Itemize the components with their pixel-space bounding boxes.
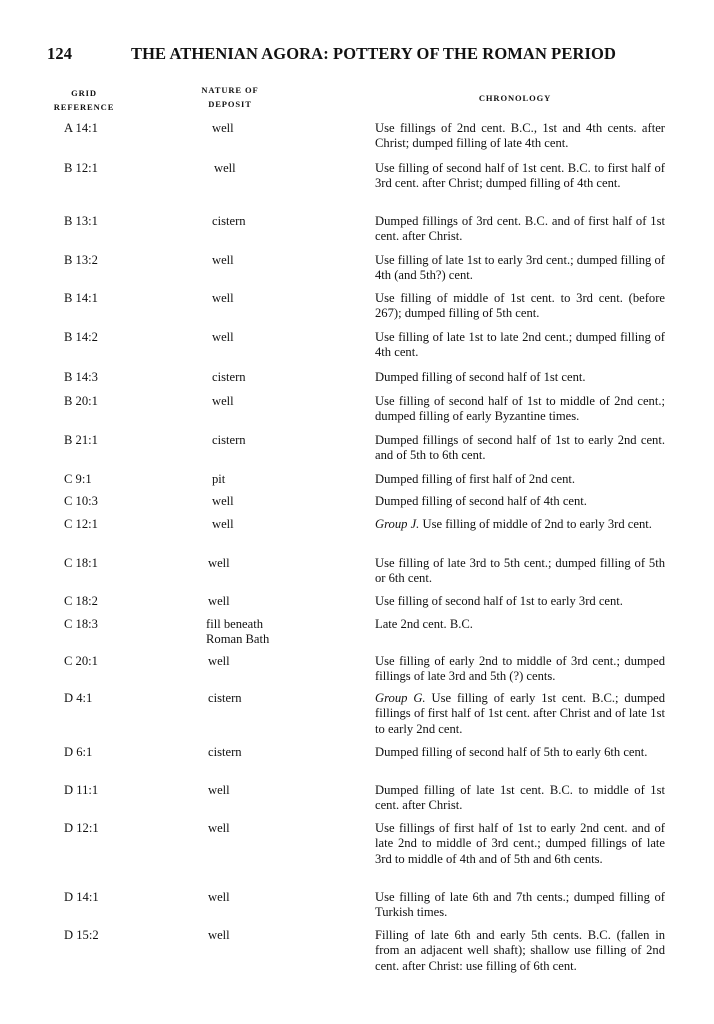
deposit-nature: well — [212, 494, 234, 508]
deposit-nature: cistern — [208, 691, 242, 705]
chronology-text: Dumped filling of second half of 5th to early 6th cent. — [375, 745, 648, 759]
deposit-nature: cistern — [212, 433, 246, 447]
column-header-grid-reference — [48, 86, 120, 114]
deposit-nature: well — [212, 121, 234, 135]
chronology-text: Use filling of second half of 1st to early 3rd cent. — [375, 594, 623, 608]
chronology-text: Use filling of late 3rd to 5th cent.; dumped filling of 5th or 6th cent. — [375, 556, 665, 586]
chronology-text: Use filling of late 1st to late 2nd cent.; dumped filling of 4th cent. — [375, 330, 665, 360]
chronology-text: Dumped fillings of 3rd cent. B.C. and of first half of 1st cent. after Christ. — [375, 214, 665, 244]
chronology-text: Use filling of late 6th and 7th cents.; dumped filling of Turkish times. — [375, 890, 665, 920]
page-number: 124 — [47, 44, 73, 63]
deposit-nature: well — [208, 654, 230, 668]
chronology-text — [375, 691, 665, 737]
grid-reference: C 12:1 — [64, 517, 98, 531]
deposit-nature: well — [208, 928, 230, 942]
deposit-nature: well — [212, 253, 234, 267]
grid-reference: C 9:1 — [64, 472, 92, 486]
deposit-nature: well — [208, 556, 230, 570]
grid-reference: B 20:1 — [64, 394, 98, 408]
column-header-grid-line1: GRID — [71, 88, 97, 98]
chronology-text: Late 2nd cent. B.C. — [375, 617, 473, 631]
deposit-nature: well — [208, 890, 230, 904]
deposit-nature: well — [208, 594, 230, 608]
chronology-text: Filling of late 6th and early 5th cents. B.C. (fallen in from an adjacent well shaft); shallow use filling of 2nd cent. after Christ: use filling of 6th cent. — [375, 928, 665, 973]
grid-reference: D 11:1 — [64, 783, 99, 797]
deposit-nature: well — [208, 783, 230, 797]
grid-reference: D 6:1 — [64, 745, 93, 759]
deposit-nature: well — [212, 330, 234, 344]
grid-reference: C 18:1 — [64, 556, 98, 570]
deposit-nature: cistern — [212, 214, 246, 228]
chronology-text: Use fillings of 2nd cent. B.C., 1st and 4th cents. after Christ; dumped filling of late 4th cent. — [375, 121, 665, 151]
grid-reference: B 13:2 — [64, 253, 98, 267]
deposit-nature: cistern — [208, 745, 242, 759]
chronology-text — [375, 517, 665, 532]
chronology-text: Dumped filling of second half of 1st cent. — [375, 370, 586, 384]
grid-reference: A 14:1 — [64, 121, 98, 135]
chronology-group-label: Group J. — [375, 517, 420, 531]
deposit-nature: well — [212, 517, 234, 531]
grid-reference: C 18:2 — [64, 594, 98, 608]
grid-reference: D 14:1 — [64, 890, 99, 904]
grid-reference: B 12:1 — [64, 161, 98, 175]
chronology-text: Use filling of late 1st to early 3rd cent.; dumped filling of 4th (and 5th?) cent. — [375, 253, 665, 283]
chronology-text: Dumped filling of first half of 2nd cent. — [375, 472, 576, 486]
chronology-text: Use filling of middle of 1st cent. to 3rd cent. (before 267); dumped filling of 5th cent. — [375, 291, 665, 321]
chronology-text: Use fillings of first half of 1st to early 2nd cent. and of late 2nd to middle of 3rd cent.; dumped fillings of late 3rd to middle of 4th and of 5th and 6th cents. — [375, 821, 665, 866]
chronology-text: Use filling of second half of 1st cent. B.C. to first half of 3rd cent. after Christ; dumped filling of 4th cent. — [375, 161, 665, 191]
deposit-nature: cistern — [212, 370, 246, 384]
deposit-nature: pit — [212, 472, 226, 486]
grid-reference: D 15:2 — [64, 928, 99, 942]
deposit-nature: well — [208, 821, 230, 835]
grid-reference: B 14:1 — [64, 291, 98, 305]
column-header-nature-of-deposit — [180, 83, 280, 111]
column-header-chronology — [455, 91, 575, 105]
deposit-nature: fill beneath Roman Bath — [206, 617, 270, 647]
grid-reference: C 20:1 — [64, 654, 98, 668]
grid-reference: C 10:3 — [64, 494, 98, 508]
column-header-nature-line2: DEPOSIT — [208, 99, 252, 109]
grid-reference: D 4:1 — [64, 691, 93, 705]
chronology-text: Dumped filling of late 1st cent. B.C. to middle of 1st cent. after Christ. — [375, 783, 665, 813]
column-header-chronology-label: CHRONOLOGY — [478, 93, 552, 103]
deposit-nature: well — [212, 291, 234, 305]
grid-reference: B 14:2 — [64, 330, 98, 344]
grid-reference: B 14:3 — [64, 370, 98, 384]
deposit-nature: well — [214, 161, 236, 175]
chronology-group-label: Group G. — [375, 691, 426, 705]
grid-reference: B 21:1 — [64, 433, 98, 447]
grid-reference: B 13:1 — [64, 214, 98, 228]
chronology-detail: Use filling of early 1st cent. B.C.; dumped fillings of first half of 1st cent. after Christ and of late 1st to early 2nd cent. — [375, 691, 666, 736]
chronology-text: Dumped fillings of second half of 1st to early 2nd cent. and of 5th to 6th cent. — [375, 433, 665, 463]
running-title: THE ATHENIAN AGORA: POTTERY OF THE ROMAN PERIOD — [131, 44, 616, 63]
chronology-text: Dumped filling of second half of 4th cent. — [375, 494, 587, 508]
chronology-detail: Use filling of middle of 2nd to early 3rd cent. — [422, 517, 652, 531]
grid-reference: C 18:3 — [64, 617, 98, 631]
column-header-nature-line1: NATURE OF — [201, 85, 259, 95]
chronology-text: Use filling of second half of 1st to middle of 2nd cent.; dumped filling of early Byzantine times. — [375, 394, 665, 424]
chronology-text: Use filling of early 2nd to middle of 3rd cent.; dumped fillings of late 3rd and 5th (?) cents. — [375, 654, 665, 684]
column-header-grid-line2: REFERENCE — [53, 102, 115, 112]
grid-reference: D 12:1 — [64, 821, 99, 835]
deposit-nature: well — [212, 394, 234, 408]
